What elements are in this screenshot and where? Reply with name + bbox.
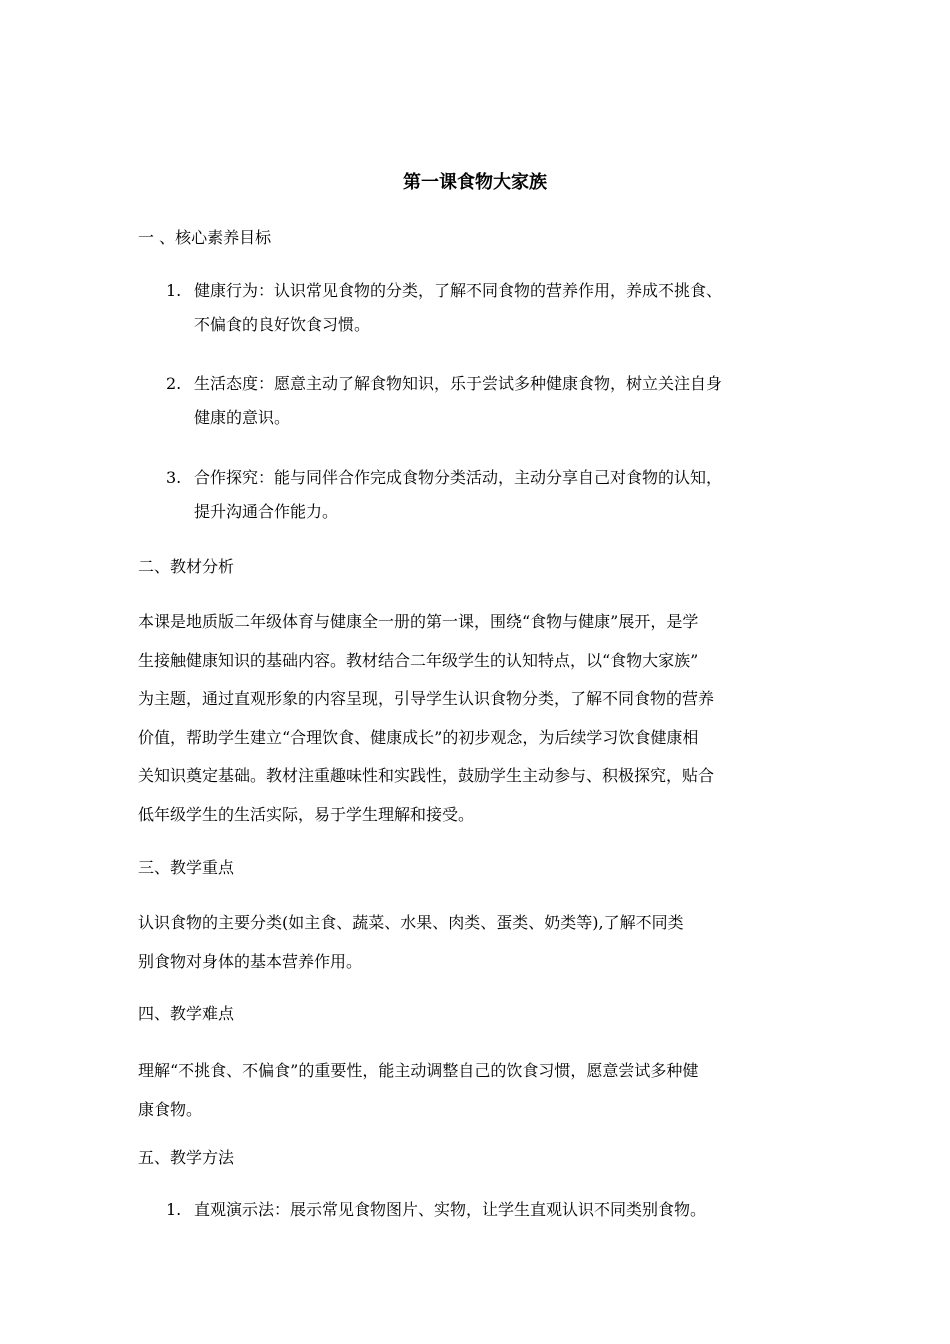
item-text-line: 提升沟通合作能力。 <box>194 502 339 521</box>
paragraph-line: 认识食物的主要分类(如主食、蔬菜、水果、肉类、蛋类、奶类等),了解不同类 <box>138 913 684 932</box>
section-heading-teaching-methods: 五、教学方法 <box>138 1148 235 1167</box>
paragraph-line: 理解“不挑食、不偏食”的重要性，能主动调整自己的饮食习惯，愿意尝试多种健 <box>138 1061 699 1080</box>
document-title: 第一课食物大家族 <box>403 172 547 193</box>
paragraph-line: 低年级学生的生活实际，易于学生理解和接受。 <box>138 804 475 824</box>
item-number: 3. <box>166 468 182 487</box>
method-item-1 <box>166 1193 826 1227</box>
key-points-paragraph <box>138 904 814 981</box>
section-heading-core-goals: 一 、核心素养目标 <box>138 228 272 247</box>
section-heading-difficulties: 四、教学难点 <box>138 1004 235 1023</box>
goal-item-3 <box>166 461 826 529</box>
item-text-line: 不偏食的良好饮食习惯。 <box>194 315 371 334</box>
item-number: 1. <box>166 1200 182 1219</box>
paragraph-line: 为主题，通过直观形象的内容呈现，引导学生认识食物分类，了解不同食物的营养 <box>138 689 715 708</box>
goal-item-1 <box>166 274 826 342</box>
section-heading-material-analysis: 二、教材分析 <box>138 557 235 576</box>
paragraph-line: 生接触健康知识的基础内容。教材结合二年级学生的认知特点，以“食物大家族” <box>138 650 699 670</box>
difficulties-paragraph <box>138 1052 814 1129</box>
paragraph-line: 康食物。 <box>138 1099 203 1119</box>
paragraph-line: 别食物对身体的基本营养作用。 <box>138 951 363 971</box>
section-heading-key-points: 三、教学重点 <box>138 858 235 877</box>
item-text-line: 直观演示法：展示常见食物图片、实物，让学生直观认识不同类别食物。 <box>194 1200 707 1219</box>
goal-item-2 <box>166 367 826 435</box>
paragraph-line: 本课是地质版二年级体育与健康全一册的第一课，围绕“食物与健康”展开，是学 <box>138 612 699 631</box>
item-number: 1. <box>166 281 182 300</box>
paragraph-line: 关知识奠定基础。教材注重趣味性和实践性，鼓励学生主动参与、积极探究，贴合 <box>138 766 715 785</box>
paragraph-line: 价值，帮助学生建立“合理饮食、健康成长”的初步观念，为后续学习饮食健康相 <box>138 727 699 747</box>
item-text-line: 合作探究：能与同伴合作完成食物分类活动，主动分享自己对食物的认知， <box>194 468 723 487</box>
item-text-line: 健康的意识。 <box>194 408 291 427</box>
item-number: 2. <box>166 374 182 393</box>
item-text-line: 生活态度：愿意主动了解食物知识，乐于尝试多种健康食物，树立关注自身 <box>194 374 723 393</box>
material-analysis-paragraph <box>138 603 814 834</box>
item-text-line: 健康行为：认识常见食物的分类，了解不同食物的营养作用，养成不挑食、 <box>194 281 723 300</box>
